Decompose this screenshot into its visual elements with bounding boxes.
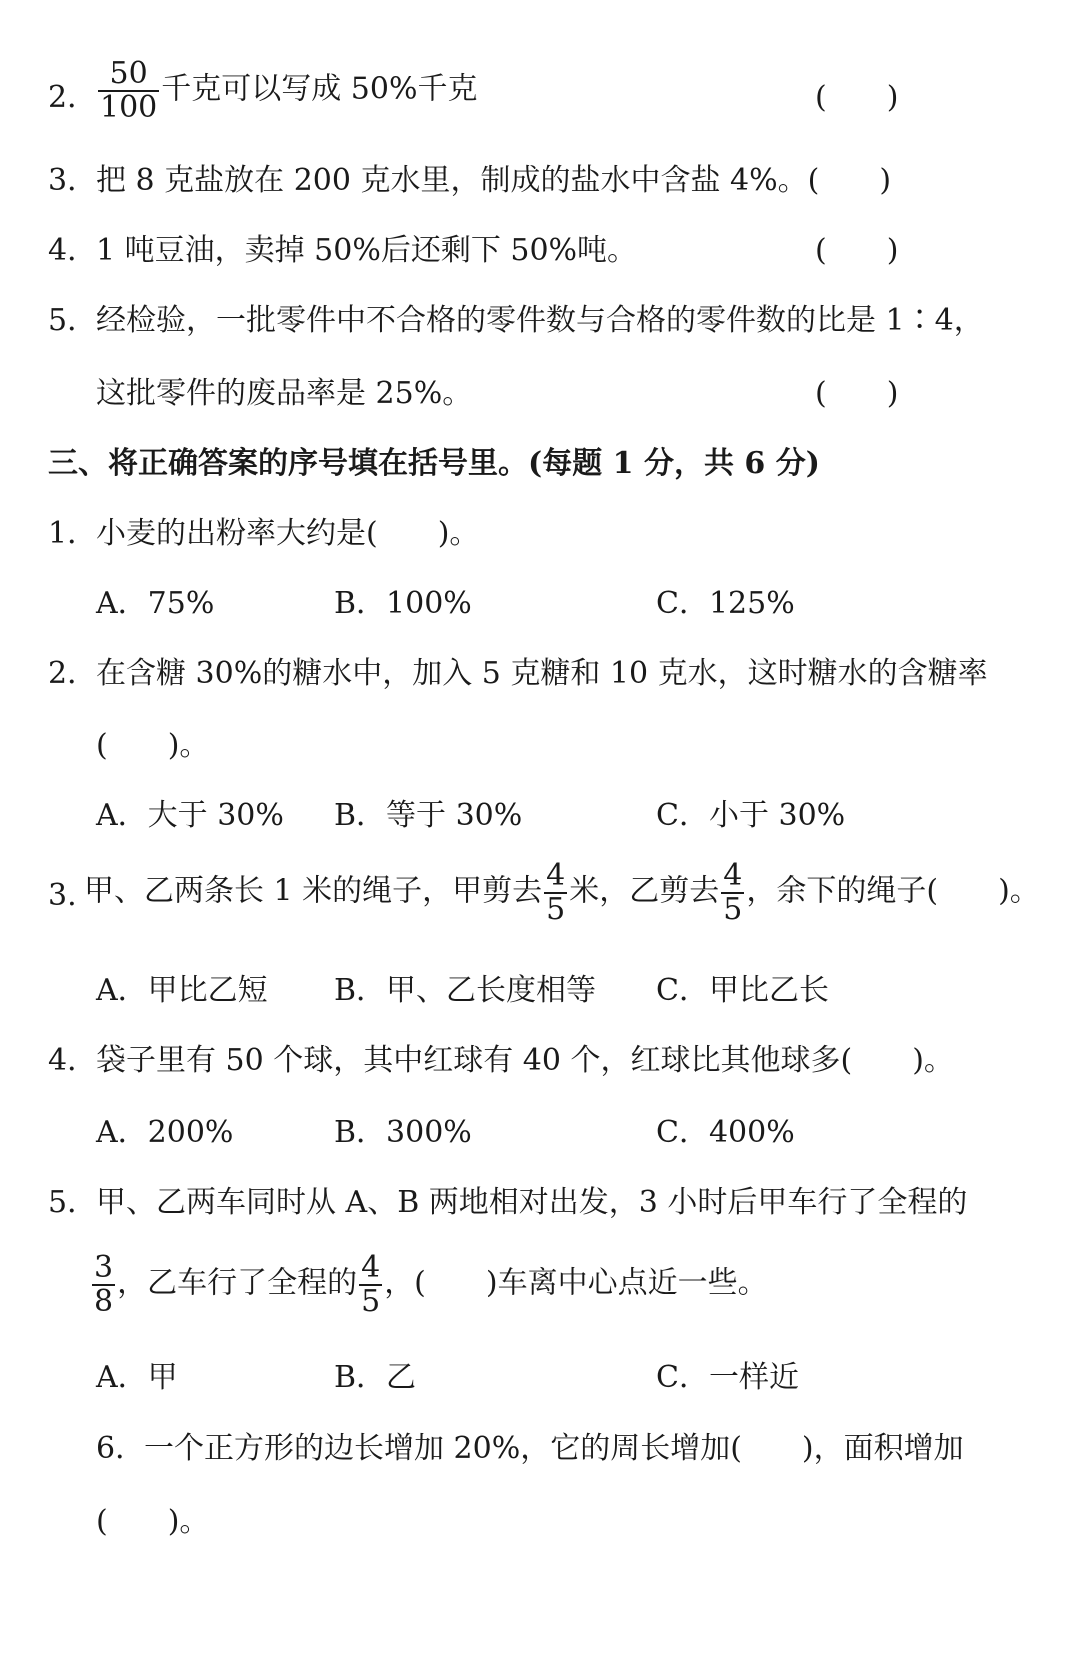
judge-question-5: [0, 295, 1080, 345]
question-text: 在含糖 30%的糖水中，加入 5 克糖和 10 克水，这时糖水的含糖率: [96, 656, 988, 691]
question-number: 4．: [48, 233, 98, 268]
option-b: B．300%: [334, 1115, 472, 1150]
option-c: C．一样近: [656, 1360, 799, 1395]
fraction: [359, 1252, 382, 1317]
question-text: ( )。: [96, 728, 210, 763]
fraction-numerator: 4: [361, 1250, 381, 1285]
choice-question-4: [0, 1035, 1080, 1085]
question-number: 5．: [48, 303, 98, 338]
choice-question-5: [0, 1177, 1080, 1227]
question-number: 3．: [48, 163, 98, 198]
judge-question-3: [0, 155, 1080, 205]
option-b: B．乙: [334, 1360, 417, 1395]
choice-options-2: [0, 790, 1080, 840]
question-text: [84, 860, 1040, 925]
fraction-numerator: 4: [546, 858, 566, 893]
section-title: 三、将正确答案的序号填在括号里。(每题 1 分，共 6 分): [48, 446, 820, 481]
fraction-numerator: 3: [94, 1250, 114, 1285]
fraction: [721, 860, 744, 925]
question-text: [90, 1252, 768, 1317]
option-a: A．75%: [96, 586, 215, 621]
option-c: C．400%: [656, 1115, 795, 1150]
fraction-numerator: 4: [723, 858, 743, 893]
option-a: A．甲比乙短: [96, 973, 268, 1008]
fraction: [98, 58, 159, 123]
choice-options-3: [0, 965, 1080, 1015]
choice-question-5-continued: [0, 1252, 1080, 1328]
choice-options-5: [0, 1352, 1080, 1402]
option-c: C．小于 30%: [656, 798, 846, 833]
fraction: [544, 860, 567, 925]
question-text-part: 甲、乙两条长 1 米的绳子，甲剪去: [84, 873, 543, 909]
section-heading: [0, 438, 1080, 488]
question-text: 这批零件的废品率是 25%。: [96, 376, 473, 411]
question-number: 3.: [48, 878, 77, 913]
question-text: ( )。: [96, 1504, 210, 1539]
question-text: 把 8 克盐放在 200 克水里，制成的盐水中含盐 4%。( ): [96, 163, 892, 198]
question-text: 小麦的出粉率大约是( )。: [96, 516, 480, 551]
answer-parentheses: ( ): [815, 376, 899, 411]
question-text: 1 吨豆油，卖掉 50%后还剩下 50%吨。: [96, 233, 638, 268]
option-b: B．甲、乙长度相等: [334, 973, 597, 1008]
choice-question-1: [0, 508, 1080, 558]
option-a: A．大于 30%: [96, 798, 284, 833]
fraction-denominator: 5: [361, 1283, 381, 1319]
question-text-part: ，余下的绳子( )。: [746, 873, 1040, 909]
choice-question-6: [0, 1423, 1080, 1473]
option-b: B．100%: [334, 586, 472, 621]
option-a: A．200%: [96, 1115, 234, 1150]
fraction-denominator: 8: [94, 1283, 114, 1319]
question-text: 袋子里有 50 个球，其中红球有 40 个，红球比其他球多( )。: [96, 1043, 954, 1078]
question-number: 2．: [48, 656, 98, 691]
judge-question-4: [0, 225, 1080, 275]
question-number: 4．: [48, 1043, 98, 1078]
answer-parentheses: ( ): [815, 80, 899, 115]
choice-question-3: [0, 860, 1080, 936]
choice-question-2: [0, 648, 1080, 698]
question-number: 6．: [96, 1431, 146, 1466]
question-text-part: ，( )车离中心点近一些。: [384, 1265, 768, 1301]
option-c: C．甲比乙长: [656, 973, 829, 1008]
fraction-numerator: 50: [98, 58, 159, 92]
question-text-body: 千克可以写成 50%千克: [161, 71, 478, 107]
question-number: 1．: [48, 516, 98, 551]
choice-options-4: [0, 1107, 1080, 1157]
choice-options-1: [0, 578, 1080, 628]
question-text: [96, 58, 477, 123]
option-a: A．甲: [96, 1360, 178, 1395]
question-text-part: ，乙车行了全程的: [117, 1265, 358, 1301]
choice-question-2-continued: [0, 720, 1080, 770]
option-b: B．等于 30%: [334, 798, 523, 833]
question-text: 经检验，一批零件中不合格的零件数与合格的零件数的比是 1∶4，: [96, 303, 984, 338]
choice-question-6-continued: [0, 1496, 1080, 1546]
judge-question-5-continued: [0, 368, 1080, 418]
question-text-part: 米，乙剪去: [569, 873, 720, 909]
question-number: 5．: [48, 1185, 98, 1220]
question-number: 2．: [48, 80, 98, 115]
answer-parentheses: ( ): [815, 233, 899, 268]
fraction: [92, 1252, 115, 1317]
question-text: 甲、乙两车同时从 A、B 两地相对出发，3 小时后甲车行了全程的: [96, 1185, 968, 1220]
option-c: C．125%: [656, 586, 795, 621]
judge-question-2: [0, 56, 1080, 125]
fraction-denominator: 5: [546, 891, 566, 927]
fraction-denominator: 100: [100, 89, 158, 125]
fraction-denominator: 5: [723, 891, 743, 927]
question-text: 一个正方形的边长增加 20%，它的周长增加( )，面积增加: [144, 1431, 964, 1466]
